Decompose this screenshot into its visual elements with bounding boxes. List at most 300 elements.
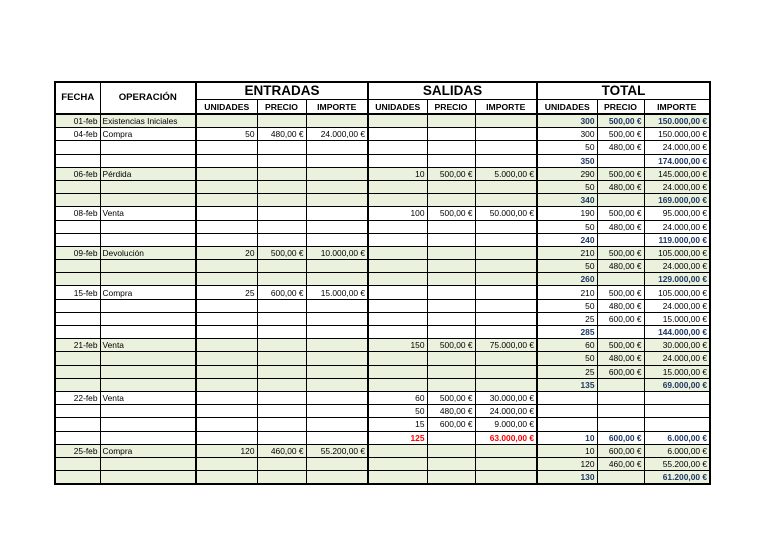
cell-total-precio[interactable] [597,233,644,246]
cell-fecha[interactable] [55,418,100,431]
cell-salidas-unidades[interactable]: 15 [368,418,427,431]
cell-operacion[interactable] [100,233,196,246]
cell-entradas-importe[interactable] [306,273,368,286]
cell-total-precio[interactable]: 500,00 € [597,207,644,220]
cell-salidas-precio[interactable]: 500,00 € [427,207,475,220]
cell-total-unidades[interactable] [537,418,597,431]
cell-salidas-unidades[interactable] [368,326,427,339]
cell-operacion[interactable] [100,260,196,273]
cell-operacion[interactable] [100,471,196,485]
cell-operacion[interactable]: Venta [100,339,196,352]
cell-operacion[interactable] [100,365,196,378]
cell-salidas-precio[interactable] [427,378,475,391]
cell-entradas-importe[interactable] [306,391,368,404]
cell-salidas-importe[interactable] [475,128,537,141]
cell-salidas-importe[interactable] [475,273,537,286]
cell-entradas-unidades[interactable]: 120 [196,444,257,457]
cell-entradas-precio[interactable]: 480,00 € [257,128,306,141]
cell-fecha[interactable] [55,273,100,286]
cell-entradas-importe[interactable] [306,207,368,220]
cell-salidas-importe[interactable] [475,457,537,470]
cell-fecha[interactable]: 06-feb [55,167,100,180]
cell-operacion[interactable] [100,326,196,339]
cell-salidas-unidades[interactable] [368,273,427,286]
cell-operacion[interactable] [100,431,196,444]
cell-salidas-importe[interactable] [475,233,537,246]
cell-salidas-importe[interactable] [475,378,537,391]
cell-fecha[interactable] [55,154,100,167]
cell-salidas-importe[interactable] [475,180,537,193]
cell-total-unidades[interactable]: 50 [537,180,597,193]
cell-entradas-importe[interactable]: 15.000,00 € [306,286,368,299]
cell-total-unidades[interactable] [537,405,597,418]
cell-total-importe[interactable]: 169.000,00 € [644,194,710,207]
cell-total-importe[interactable]: 15.000,00 € [644,365,710,378]
cell-total-unidades[interactable]: 350 [537,154,597,167]
cell-entradas-unidades[interactable] [196,312,257,325]
cell-salidas-importe[interactable] [475,312,537,325]
cell-entradas-importe[interactable] [306,365,368,378]
cell-entradas-importe[interactable] [306,471,368,485]
cell-salidas-importe[interactable] [475,220,537,233]
cell-entradas-importe[interactable] [306,339,368,352]
cell-salidas-unidades[interactable] [368,457,427,470]
cell-entradas-importe[interactable] [306,431,368,444]
cell-salidas-precio[interactable]: 480,00 € [427,405,475,418]
cell-entradas-unidades[interactable] [196,299,257,312]
cell-salidas-importe[interactable] [475,365,537,378]
cell-entradas-unidades[interactable] [196,167,257,180]
cell-total-importe[interactable]: 24.000,00 € [644,260,710,273]
cell-total-unidades[interactable]: 210 [537,286,597,299]
cell-salidas-precio[interactable] [427,365,475,378]
cell-total-importe[interactable]: 24.000,00 € [644,220,710,233]
cell-entradas-precio[interactable] [257,207,306,220]
cell-salidas-unidades[interactable] [368,299,427,312]
cell-total-unidades[interactable]: 60 [537,339,597,352]
cell-entradas-precio[interactable] [257,431,306,444]
cell-entradas-precio[interactable] [257,220,306,233]
cell-entradas-importe[interactable] [306,326,368,339]
cell-entradas-unidades[interactable] [196,365,257,378]
cell-total-unidades[interactable]: 130 [537,471,597,485]
cell-total-precio[interactable]: 500,00 € [597,114,644,128]
cell-operacion[interactable]: Devolución [100,246,196,259]
cell-entradas-unidades[interactable] [196,233,257,246]
cell-salidas-unidades[interactable] [368,260,427,273]
cell-total-importe[interactable]: 24.000,00 € [644,141,710,154]
cell-fecha[interactable]: 25-feb [55,444,100,457]
cell-salidas-precio[interactable] [427,471,475,485]
cell-entradas-precio[interactable] [257,167,306,180]
cell-entradas-precio[interactable] [257,391,306,404]
cell-fecha[interactable] [55,260,100,273]
cell-fecha[interactable] [55,457,100,470]
cell-fecha[interactable] [55,180,100,193]
cell-total-unidades[interactable]: 190 [537,207,597,220]
cell-salidas-unidades[interactable] [368,312,427,325]
cell-salidas-importe[interactable] [475,326,537,339]
cell-salidas-unidades[interactable]: 60 [368,391,427,404]
cell-salidas-precio[interactable] [427,194,475,207]
cell-entradas-unidades[interactable] [196,339,257,352]
cell-operacion[interactable]: Venta [100,391,196,404]
cell-total-unidades[interactable]: 50 [537,299,597,312]
cell-total-unidades[interactable]: 120 [537,457,597,470]
cell-entradas-precio[interactable] [257,273,306,286]
cell-salidas-unidades[interactable] [368,233,427,246]
cell-total-importe[interactable] [644,418,710,431]
cell-entradas-precio[interactable] [257,233,306,246]
cell-salidas-importe[interactable] [475,444,537,457]
cell-salidas-precio[interactable] [427,180,475,193]
cell-fecha[interactable] [55,194,100,207]
cell-salidas-importe[interactable] [475,141,537,154]
cell-total-precio[interactable]: 600,00 € [597,312,644,325]
cell-total-unidades[interactable] [537,391,597,404]
cell-entradas-importe[interactable] [306,141,368,154]
cell-total-precio[interactable]: 600,00 € [597,444,644,457]
cell-total-precio[interactable]: 480,00 € [597,180,644,193]
cell-salidas-unidades[interactable]: 10 [368,167,427,180]
cell-fecha[interactable] [55,431,100,444]
cell-salidas-precio[interactable] [427,260,475,273]
cell-salidas-unidades[interactable] [368,444,427,457]
cell-entradas-importe[interactable] [306,352,368,365]
cell-operacion[interactable] [100,220,196,233]
cell-salidas-unidades[interactable] [368,154,427,167]
cell-entradas-precio[interactable] [257,365,306,378]
cell-salidas-precio[interactable] [427,312,475,325]
cell-entradas-unidades[interactable] [196,352,257,365]
cell-entradas-precio[interactable] [257,352,306,365]
cell-total-unidades[interactable]: 285 [537,326,597,339]
cell-entradas-unidades[interactable] [196,260,257,273]
cell-total-importe[interactable] [644,391,710,404]
cell-entradas-unidades[interactable]: 25 [196,286,257,299]
cell-total-precio[interactable] [597,418,644,431]
cell-entradas-importe[interactable] [306,312,368,325]
cell-fecha[interactable] [55,141,100,154]
cell-entradas-unidades[interactable] [196,471,257,485]
cell-entradas-precio[interactable] [257,378,306,391]
cell-entradas-unidades[interactable]: 50 [196,128,257,141]
cell-fecha[interactable] [55,352,100,365]
cell-entradas-unidades[interactable] [196,154,257,167]
cell-entradas-unidades[interactable] [196,405,257,418]
cell-operacion[interactable] [100,141,196,154]
cell-operacion[interactable] [100,405,196,418]
cell-total-unidades[interactable]: 260 [537,273,597,286]
cell-total-precio[interactable]: 480,00 € [597,220,644,233]
cell-entradas-precio[interactable]: 600,00 € [257,286,306,299]
cell-entradas-importe[interactable] [306,167,368,180]
cell-fecha[interactable]: 09-feb [55,246,100,259]
cell-salidas-precio[interactable] [427,457,475,470]
cell-total-precio[interactable]: 480,00 € [597,299,644,312]
cell-total-importe[interactable]: 15.000,00 € [644,312,710,325]
cell-fecha[interactable] [55,233,100,246]
cell-entradas-unidades[interactable]: 20 [196,246,257,259]
cell-entradas-unidades[interactable] [196,391,257,404]
cell-fecha[interactable] [55,312,100,325]
cell-entradas-unidades[interactable] [196,378,257,391]
cell-salidas-unidades[interactable]: 125 [368,431,427,444]
cell-entradas-importe[interactable] [306,260,368,273]
cell-total-unidades[interactable]: 300 [537,128,597,141]
cell-total-importe[interactable]: 24.000,00 € [644,299,710,312]
cell-total-unidades[interactable]: 240 [537,233,597,246]
cell-entradas-precio[interactable] [257,180,306,193]
cell-total-precio[interactable] [597,194,644,207]
cell-fecha[interactable]: 01-feb [55,114,100,128]
cell-salidas-precio[interactable] [427,273,475,286]
cell-total-unidades[interactable]: 50 [537,220,597,233]
cell-fecha[interactable]: 21-feb [55,339,100,352]
cell-total-unidades[interactable]: 135 [537,378,597,391]
cell-total-importe[interactable]: 95.000,00 € [644,207,710,220]
cell-entradas-importe[interactable]: 55.200,00 € [306,444,368,457]
cell-entradas-importe[interactable]: 24.000,00 € [306,128,368,141]
cell-salidas-importe[interactable]: 5.000,00 € [475,167,537,180]
cell-entradas-precio[interactable] [257,194,306,207]
cell-salidas-precio[interactable] [427,233,475,246]
cell-operacion[interactable] [100,312,196,325]
cell-entradas-unidades[interactable] [196,180,257,193]
cell-entradas-precio[interactable]: 460,00 € [257,444,306,457]
cell-operacion[interactable] [100,457,196,470]
cell-salidas-importe[interactable] [475,194,537,207]
cell-operacion[interactable] [100,352,196,365]
cell-entradas-unidades[interactable] [196,207,257,220]
cell-salidas-precio[interactable] [427,431,475,444]
cell-salidas-unidades[interactable] [368,365,427,378]
cell-operacion[interactable] [100,194,196,207]
cell-entradas-precio[interactable] [257,471,306,485]
cell-salidas-unidades[interactable] [368,471,427,485]
cell-salidas-importe[interactable]: 75.000,00 € [475,339,537,352]
cell-entradas-importe[interactable] [306,114,368,128]
cell-total-precio[interactable] [597,326,644,339]
cell-salidas-precio[interactable] [427,299,475,312]
cell-salidas-precio[interactable]: 500,00 € [427,391,475,404]
cell-total-precio[interactable] [597,471,644,485]
cell-entradas-precio[interactable] [257,312,306,325]
cell-total-precio[interactable]: 480,00 € [597,352,644,365]
cell-salidas-precio[interactable] [427,246,475,259]
cell-entradas-precio[interactable] [257,418,306,431]
cell-entradas-importe[interactable] [306,194,368,207]
cell-total-importe[interactable]: 145.000,00 € [644,167,710,180]
cell-total-unidades[interactable]: 210 [537,246,597,259]
cell-total-precio[interactable]: 460,00 € [597,457,644,470]
cell-total-precio[interactable]: 480,00 € [597,141,644,154]
cell-salidas-importe[interactable] [475,471,537,485]
cell-entradas-importe[interactable] [306,418,368,431]
cell-salidas-importe[interactable] [475,352,537,365]
cell-salidas-precio[interactable]: 500,00 € [427,167,475,180]
cell-fecha[interactable] [55,220,100,233]
cell-entradas-importe[interactable] [306,233,368,246]
cell-total-importe[interactable]: 150.000,00 € [644,128,710,141]
cell-salidas-importe[interactable]: 50.000,00 € [475,207,537,220]
cell-total-importe[interactable]: 129.000,00 € [644,273,710,286]
cell-entradas-unidades[interactable] [196,431,257,444]
cell-total-precio[interactable]: 500,00 € [597,128,644,141]
cell-entradas-importe[interactable] [306,154,368,167]
cell-salidas-unidades[interactable] [368,128,427,141]
cell-salidas-unidades[interactable]: 150 [368,339,427,352]
cell-entradas-precio[interactable] [257,339,306,352]
cell-entradas-importe[interactable]: 10.000,00 € [306,246,368,259]
cell-entradas-precio[interactable] [257,141,306,154]
cell-operacion[interactable]: Compra [100,444,196,457]
cell-total-precio[interactable]: 500,00 € [597,286,644,299]
cell-salidas-precio[interactable] [427,141,475,154]
cell-salidas-unidades[interactable] [368,141,427,154]
cell-total-precio[interactable]: 500,00 € [597,246,644,259]
cell-fecha[interactable]: 22-feb [55,391,100,404]
cell-total-importe[interactable]: 105.000,00 € [644,286,710,299]
cell-salidas-precio[interactable] [427,326,475,339]
cell-total-unidades[interactable]: 50 [537,260,597,273]
cell-salidas-precio[interactable]: 600,00 € [427,418,475,431]
cell-salidas-precio[interactable] [427,352,475,365]
cell-entradas-precio[interactable] [257,154,306,167]
cell-fecha[interactable] [55,378,100,391]
cell-fecha[interactable] [55,405,100,418]
cell-salidas-importe[interactable] [475,114,537,128]
cell-entradas-precio[interactable] [257,405,306,418]
cell-entradas-unidades[interactable] [196,194,257,207]
cell-entradas-precio[interactable] [257,326,306,339]
cell-entradas-unidades[interactable] [196,141,257,154]
cell-total-precio[interactable] [597,405,644,418]
cell-total-importe[interactable]: 150.000,00 € [644,114,710,128]
cell-total-importe[interactable]: 6.000,00 € [644,444,710,457]
cell-total-importe[interactable]: 119.000,00 € [644,233,710,246]
cell-salidas-importe[interactable] [475,154,537,167]
cell-salidas-precio[interactable] [427,286,475,299]
cell-total-precio[interactable] [597,378,644,391]
cell-salidas-importe[interactable]: 9.000,00 € [475,418,537,431]
cell-total-importe[interactable]: 55.200,00 € [644,457,710,470]
cell-salidas-importe[interactable]: 30.000,00 € [475,391,537,404]
cell-operacion[interactable]: Compra [100,128,196,141]
cell-total-importe[interactable]: 144.000,00 € [644,326,710,339]
cell-entradas-importe[interactable] [306,180,368,193]
cell-salidas-importe[interactable]: 63.000,00 € [475,431,537,444]
cell-operacion[interactable] [100,378,196,391]
cell-total-unidades[interactable]: 290 [537,167,597,180]
cell-total-precio[interactable]: 600,00 € [597,365,644,378]
cell-salidas-unidades[interactable] [368,352,427,365]
cell-entradas-precio[interactable] [257,260,306,273]
cell-operacion[interactable] [100,299,196,312]
cell-total-unidades[interactable]: 10 [537,444,597,457]
cell-entradas-precio[interactable] [257,299,306,312]
cell-total-importe[interactable]: 6.000,00 € [644,431,710,444]
cell-salidas-unidades[interactable]: 100 [368,207,427,220]
cell-entradas-unidades[interactable] [196,114,257,128]
cell-total-unidades[interactable]: 340 [537,194,597,207]
cell-entradas-importe[interactable] [306,220,368,233]
cell-entradas-importe[interactable] [306,457,368,470]
cell-salidas-precio[interactable] [427,444,475,457]
cell-salidas-precio[interactable] [427,220,475,233]
cell-salidas-unidades[interactable] [368,286,427,299]
cell-entradas-precio[interactable] [257,114,306,128]
cell-operacion[interactable]: Pérdida [100,167,196,180]
cell-total-precio[interactable] [597,273,644,286]
cell-salidas-importe[interactable] [475,260,537,273]
cell-operacion[interactable] [100,418,196,431]
cell-entradas-importe[interactable] [306,405,368,418]
cell-total-unidades[interactable]: 300 [537,114,597,128]
cell-salidas-precio[interactable] [427,154,475,167]
cell-operacion[interactable]: Compra [100,286,196,299]
cell-total-importe[interactable]: 69.000,00 € [644,378,710,391]
cell-salidas-unidades[interactable] [368,378,427,391]
cell-total-importe[interactable]: 24.000,00 € [644,180,710,193]
cell-operacion[interactable]: Existencias Iniciales [100,114,196,128]
cell-entradas-importe[interactable] [306,299,368,312]
cell-entradas-importe[interactable] [306,378,368,391]
cell-fecha[interactable] [55,365,100,378]
cell-fecha[interactable]: 04-feb [55,128,100,141]
cell-salidas-importe[interactable]: 24.000,00 € [475,405,537,418]
cell-total-importe[interactable]: 30.000,00 € [644,339,710,352]
cell-salidas-unidades[interactable] [368,220,427,233]
cell-total-unidades[interactable]: 50 [537,352,597,365]
cell-total-unidades[interactable]: 25 [537,365,597,378]
cell-fecha[interactable]: 08-feb [55,207,100,220]
cell-fecha[interactable] [55,299,100,312]
cell-salidas-importe[interactable] [475,246,537,259]
cell-salidas-unidades[interactable] [368,180,427,193]
cell-salidas-importe[interactable] [475,299,537,312]
cell-entradas-unidades[interactable] [196,418,257,431]
cell-total-precio[interactable] [597,391,644,404]
cell-entradas-unidades[interactable] [196,457,257,470]
cell-entradas-unidades[interactable] [196,326,257,339]
cell-total-precio[interactable]: 600,00 € [597,431,644,444]
cell-operacion[interactable]: Venta [100,207,196,220]
cell-salidas-precio[interactable] [427,114,475,128]
cell-salidas-unidades[interactable]: 50 [368,405,427,418]
cell-total-unidades[interactable]: 25 [537,312,597,325]
cell-operacion[interactable] [100,154,196,167]
cell-total-importe[interactable]: 105.000,00 € [644,246,710,259]
cell-entradas-precio[interactable] [257,457,306,470]
cell-total-importe[interactable]: 24.000,00 € [644,352,710,365]
cell-total-precio[interactable]: 500,00 € [597,339,644,352]
cell-total-unidades[interactable]: 50 [537,141,597,154]
cell-salidas-unidades[interactable] [368,114,427,128]
cell-total-precio[interactable]: 500,00 € [597,167,644,180]
cell-entradas-unidades[interactable] [196,220,257,233]
cell-total-unidades[interactable]: 10 [537,431,597,444]
cell-total-importe[interactable] [644,405,710,418]
cell-fecha[interactable]: 15-feb [55,286,100,299]
cell-fecha[interactable] [55,326,100,339]
cell-total-importe[interactable]: 174.000,00 € [644,154,710,167]
cell-operacion[interactable] [100,180,196,193]
cell-entradas-precio[interactable]: 500,00 € [257,246,306,259]
cell-total-precio[interactable] [597,154,644,167]
cell-salidas-unidades[interactable] [368,194,427,207]
cell-total-importe[interactable]: 61.200,00 € [644,471,710,485]
